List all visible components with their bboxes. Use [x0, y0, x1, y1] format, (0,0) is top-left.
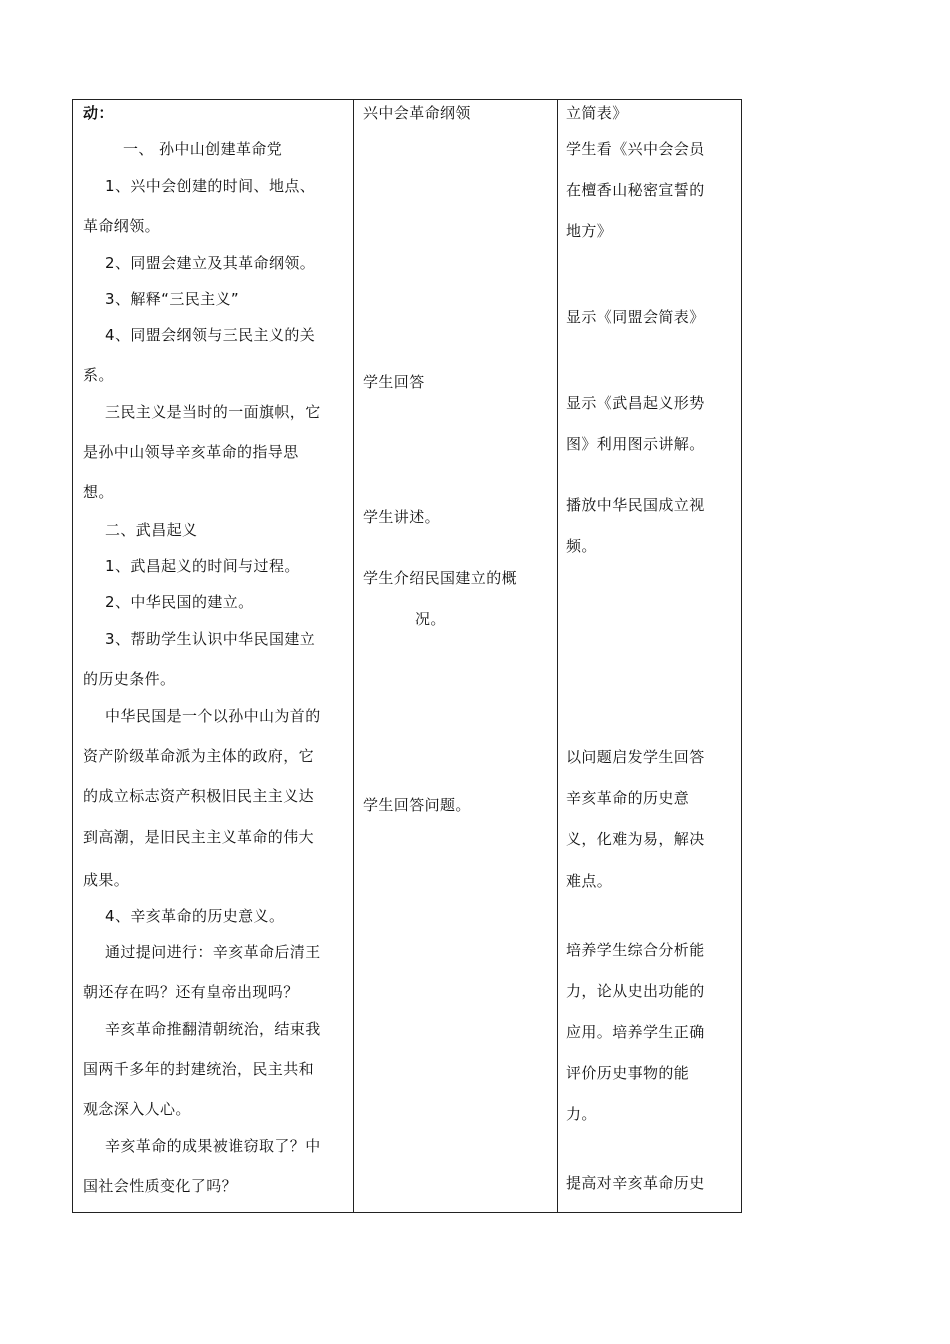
intent-line: 图》利用图示讲解。 [566, 435, 705, 453]
intent-line: 辛亥革命的历史意 [566, 789, 690, 807]
intent-line: 培养学生综合分析能 [566, 941, 705, 959]
column-divider-2 [557, 100, 558, 1212]
content-line: 1、武昌起义的时间与过程。 [105, 557, 300, 575]
intent-line: 难点。 [566, 872, 613, 890]
intent-line: 义，化难为易，解决 [566, 830, 705, 848]
content-line: 观念深入人心。 [83, 1100, 191, 1118]
content-line: 朝还存在吗？还有皇帝出现吗？ [83, 983, 299, 1001]
content-line: 辛亥革命推翻清朝统治，结束我 [105, 1020, 321, 1038]
content-line: 3、帮助学生认识中华民国建立 [105, 630, 316, 648]
content-line: 的历史条件。 [83, 670, 176, 688]
intent-line: 学生看《兴中会会员 [566, 140, 705, 158]
activity-line: 兴中会革命纲领 [363, 104, 471, 122]
content-line: 1、兴中会创建的时间、地点、 [105, 177, 316, 195]
content-line: 国社会性质变化了吗？ [83, 1177, 238, 1195]
activity-line: 学生讲述。 [363, 508, 441, 526]
intent-line: 力。 [566, 1105, 597, 1123]
content-line: 一、 孙中山创建革命党 [123, 140, 283, 158]
intent-line: 频。 [566, 537, 597, 555]
content-line: 是孙中山领导辛亥革命的指导思 [83, 443, 299, 461]
content-line: 想。 [83, 483, 114, 501]
intent-line: 显示《同盟会简表》 [566, 308, 705, 326]
content-line: 国两千多年的封建统治，民主共和 [83, 1060, 315, 1078]
lesson-plan-table [72, 99, 742, 1213]
design-intent-column [566, 100, 738, 1212]
intent-line: 地方》 [566, 222, 613, 240]
intent-line: 在檀香山秘密宣誓的 [566, 181, 705, 199]
content-line: 成果。 [83, 871, 130, 889]
content-line: 动： [83, 104, 114, 122]
content-line: 系。 [83, 366, 114, 384]
student-activity-column [363, 100, 553, 1212]
intent-line: 力，论从史出功能的 [566, 982, 705, 1000]
content-line: 二、武昌起义 [105, 521, 198, 539]
intent-line: 立简表》 [566, 104, 628, 122]
intent-line: 提高对辛亥革命历史 [566, 1174, 705, 1192]
content-line: 资产阶级革命派为主体的政府，它 [83, 747, 315, 765]
content-line: 4、同盟会纲领与三民主义的关 [105, 326, 316, 344]
content-line: 辛亥革命的成果被谁窃取了？中 [105, 1137, 321, 1155]
activity-line: 学生介绍民国建立的概 [363, 569, 518, 587]
content-line: 2、同盟会建立及其革命纲领。 [105, 254, 316, 272]
content-line: 2、中华民国的建立。 [105, 593, 254, 611]
content-line: 3、解释“三民主义” [105, 290, 240, 308]
intent-line: 显示《武昌起义形势 [566, 394, 705, 412]
teaching-content-column [83, 100, 345, 1212]
content-line: 中华民国是一个以孙中山为首的 [105, 707, 321, 725]
content-line: 到高潮，是旧民主主义革命的伟大 [83, 828, 315, 846]
intent-line: 应用。培养学生正确 [566, 1023, 705, 1041]
content-line: 三民主义是当时的一面旗帜，它 [105, 403, 321, 421]
column-divider-1 [353, 100, 354, 1212]
content-line: 的成立标志资产积极旧民主主义达 [83, 787, 315, 805]
activity-line: 学生回答 [363, 373, 425, 391]
content-line: 4、辛亥革命的历史意义。 [105, 907, 285, 925]
content-line: 革命纲领。 [83, 217, 161, 235]
content-line: 通过提问进行：辛亥革命后清王 [105, 943, 321, 961]
intent-line: 以问题启发学生回答 [566, 748, 705, 766]
activity-line: 学生回答问题。 [363, 796, 471, 814]
intent-line: 播放中华民国成立视 [566, 496, 705, 514]
activity-line: 况。 [415, 610, 446, 628]
intent-line: 评价历史事物的能 [566, 1064, 690, 1082]
